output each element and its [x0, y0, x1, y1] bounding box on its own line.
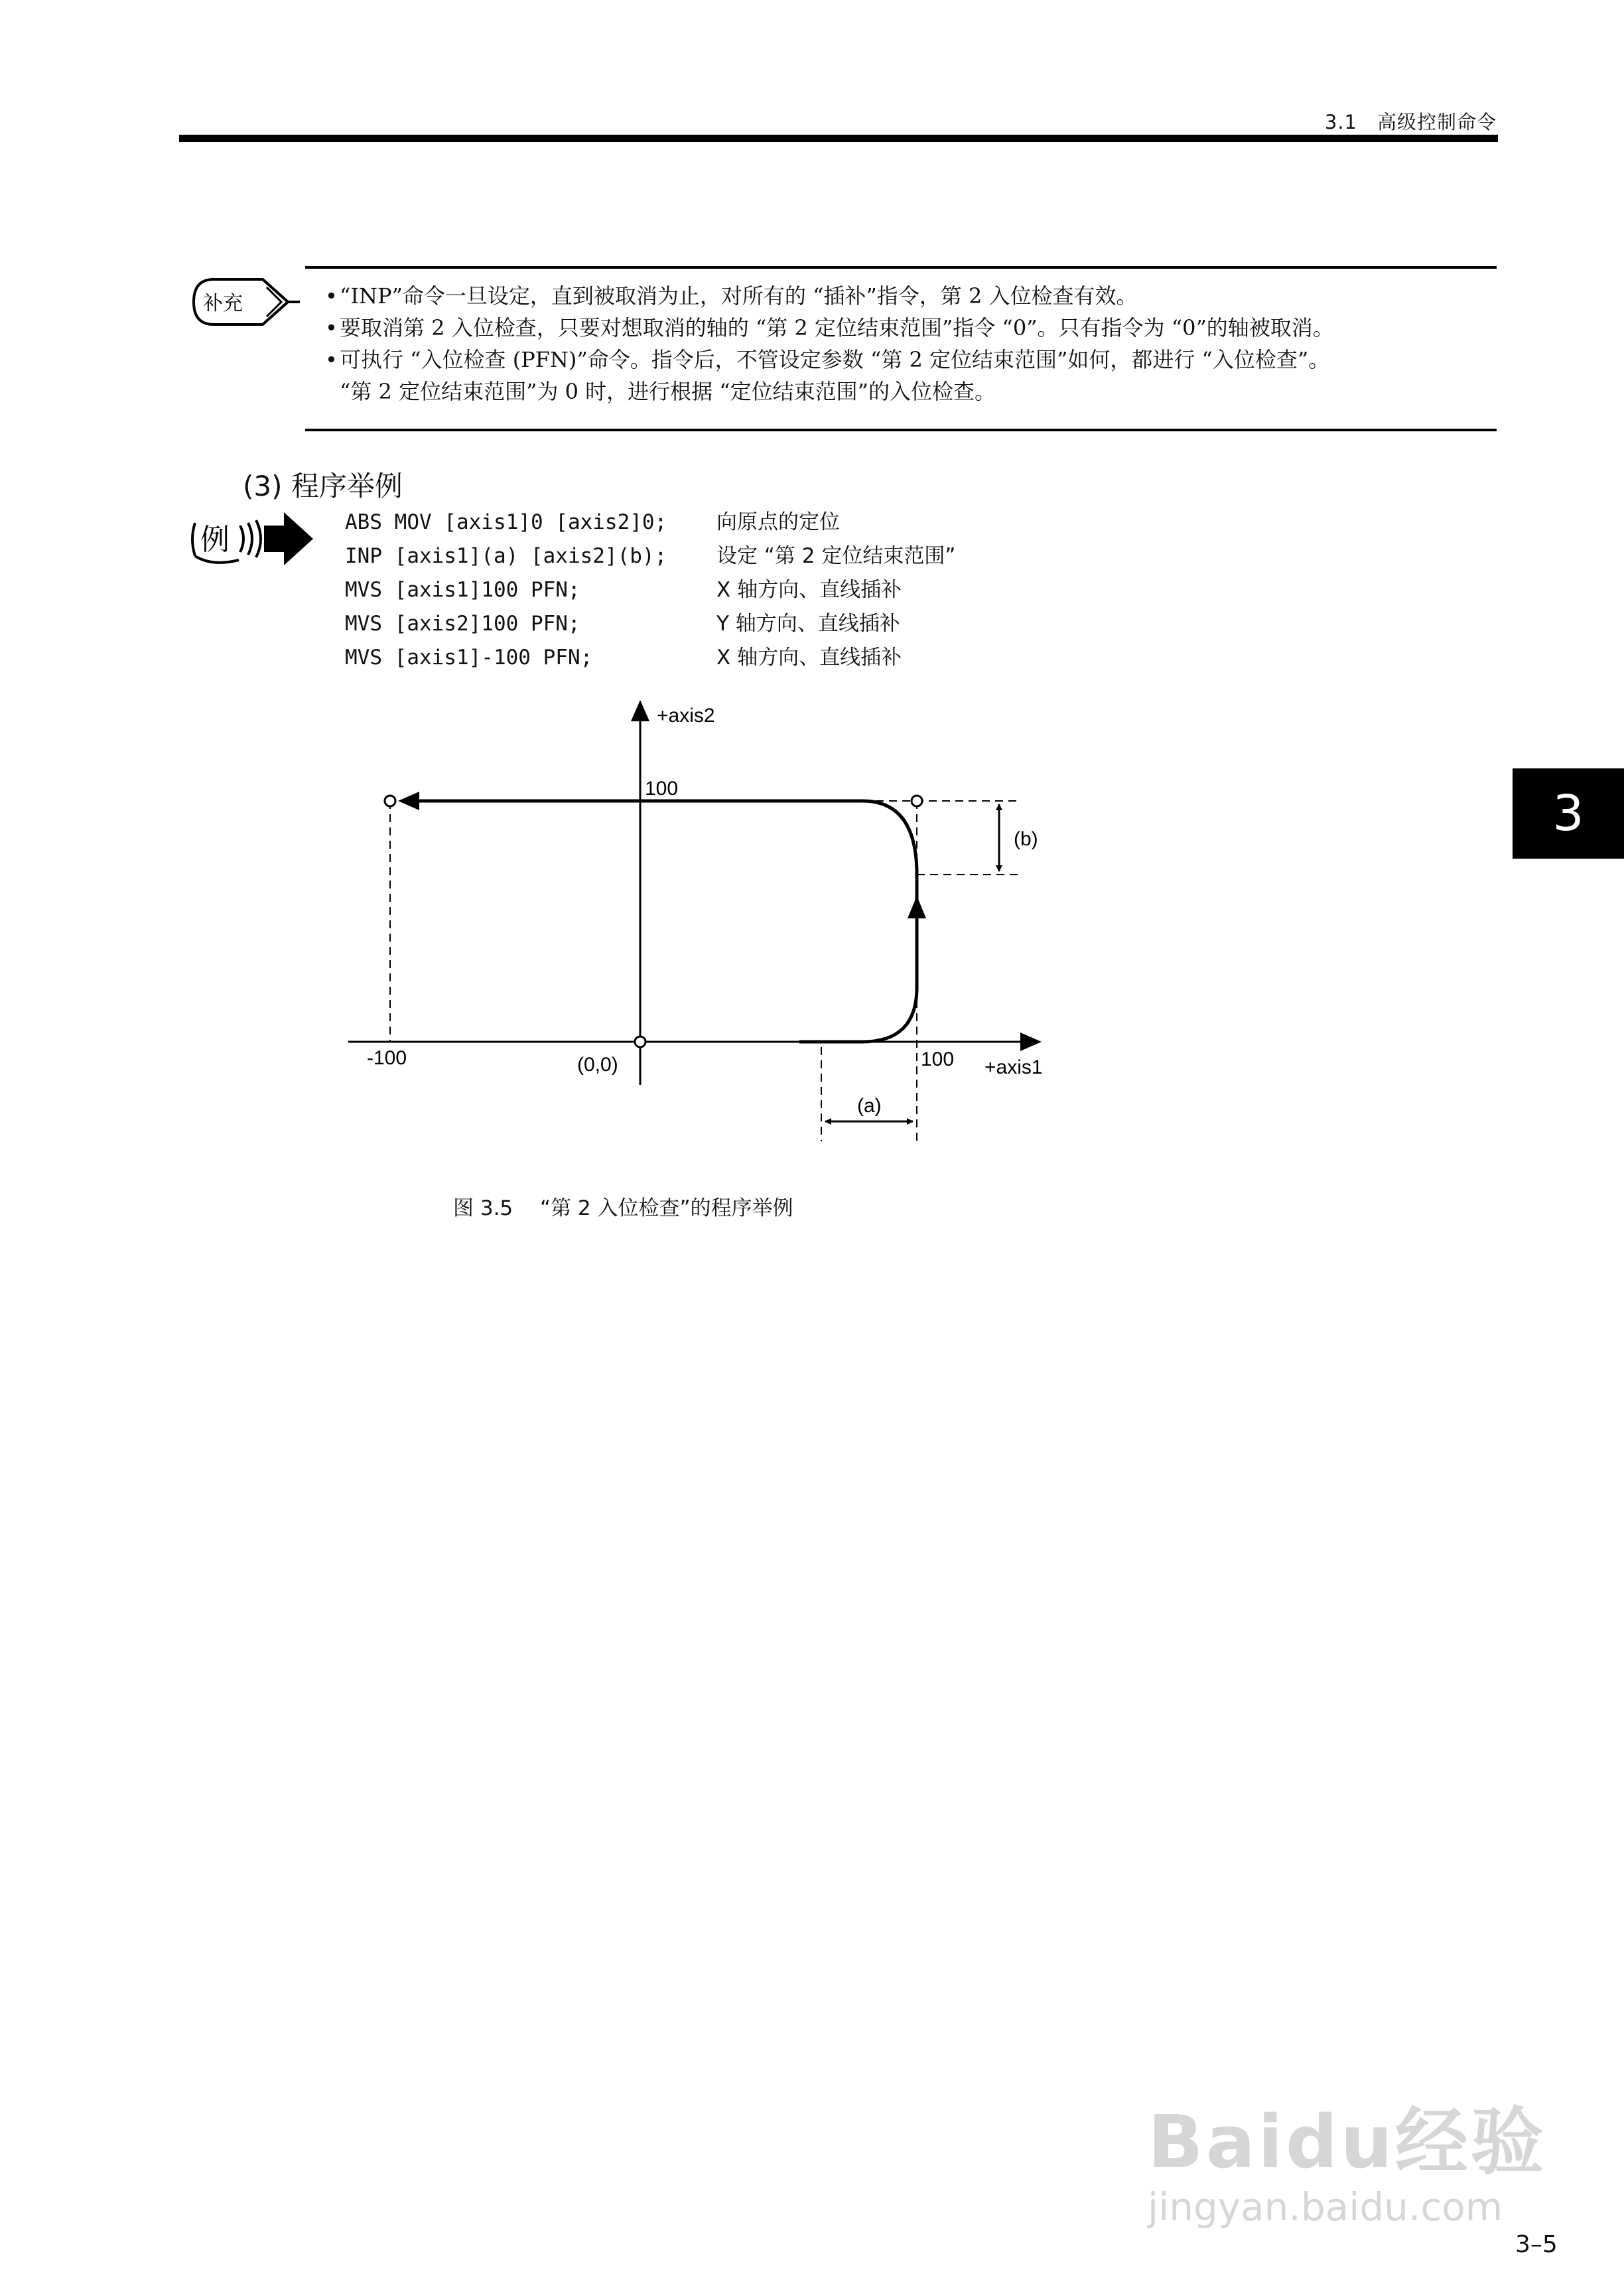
- program-command: MVS [axis1]-100 PFN;: [345, 646, 593, 670]
- axis2-label: +axis2: [657, 705, 715, 727]
- range-a-label: (a): [857, 1095, 882, 1117]
- running-header: 3.1 高级控制命令: [1324, 111, 1497, 133]
- section-title: (3) 程序举例: [243, 470, 403, 502]
- x-tick-label-negative: -100: [367, 1047, 407, 1069]
- origin-point: [635, 1036, 645, 1047]
- path-direction-arrow-up: [908, 896, 926, 918]
- program-command: MVS [axis2]100 PFN;: [345, 612, 580, 636]
- program-comment: Y 轴方向、直线插补: [716, 612, 900, 636]
- watermark-url: jingyan.baidu.com: [1148, 2184, 1503, 2230]
- bullet: •: [325, 283, 338, 309]
- program-command: ABS MOV [axis1]0 [axis2]0;: [345, 510, 667, 534]
- y-axis-arrow: [631, 700, 649, 721]
- program-comment: 向原点的定位: [716, 510, 840, 534]
- bullet: •: [325, 315, 338, 340]
- origin-label: (0,0): [577, 1054, 618, 1076]
- page-number: 3–5: [1515, 2231, 1558, 2258]
- axis1-label: +axis1: [984, 1056, 1043, 1078]
- figure-caption: 图 3.5 “第 2 入位检查”的程序举例: [453, 1196, 793, 1220]
- range-b-label: (b): [1014, 828, 1038, 850]
- program-comment: X 轴方向、直线插补: [716, 578, 902, 602]
- note-icon-label: 补充: [203, 292, 243, 315]
- bullet: •: [325, 347, 338, 372]
- note-item-text: 可执行 “入位检查 (PFN)”命令。指令后，不管设定参数 “第 2 定位结束范围”如何，都进行 “入位检查”。: [340, 347, 1330, 372]
- note-item-text: 要取消第 2 入位检查，只要对想取消的轴的 “第 2 定位结束范围”指令 “0”。只有指令为 “0”的轴被取消。: [340, 315, 1334, 340]
- y-tick-label: 100: [645, 778, 679, 800]
- chapter-tab: 3: [1513, 768, 1624, 859]
- program-command: INP [axis1](a) [axis2](b);: [345, 544, 667, 568]
- target-point: [912, 796, 922, 806]
- watermark: [1148, 2084, 1546, 2230]
- program-comment: 设定 “第 2 定位结束范围”: [716, 544, 956, 568]
- note-item-text: “INP”命令一旦设定，直到被取消为止，对所有的 “插补”指令，第 2 入位检查有效。: [340, 283, 1138, 309]
- program-comment: X 轴方向、直线插补: [716, 646, 902, 670]
- program-command: MVS [axis1]100 PFN;: [345, 578, 580, 602]
- x-axis-arrow: [1020, 1033, 1042, 1051]
- watermark-logo-text: Baidu经验: [1148, 2100, 1546, 2184]
- path-direction-arrow-left: [398, 792, 419, 810]
- note-item-continuation: “第 2 定位结束范围”为 0 时，进行根据 “定位结束范围”的入位检查。: [340, 379, 996, 404]
- x-tick-label: 100: [921, 1048, 955, 1070]
- tool-path: [410, 801, 917, 1042]
- target-point: [385, 796, 395, 806]
- example-icon-label: 例: [200, 523, 230, 557]
